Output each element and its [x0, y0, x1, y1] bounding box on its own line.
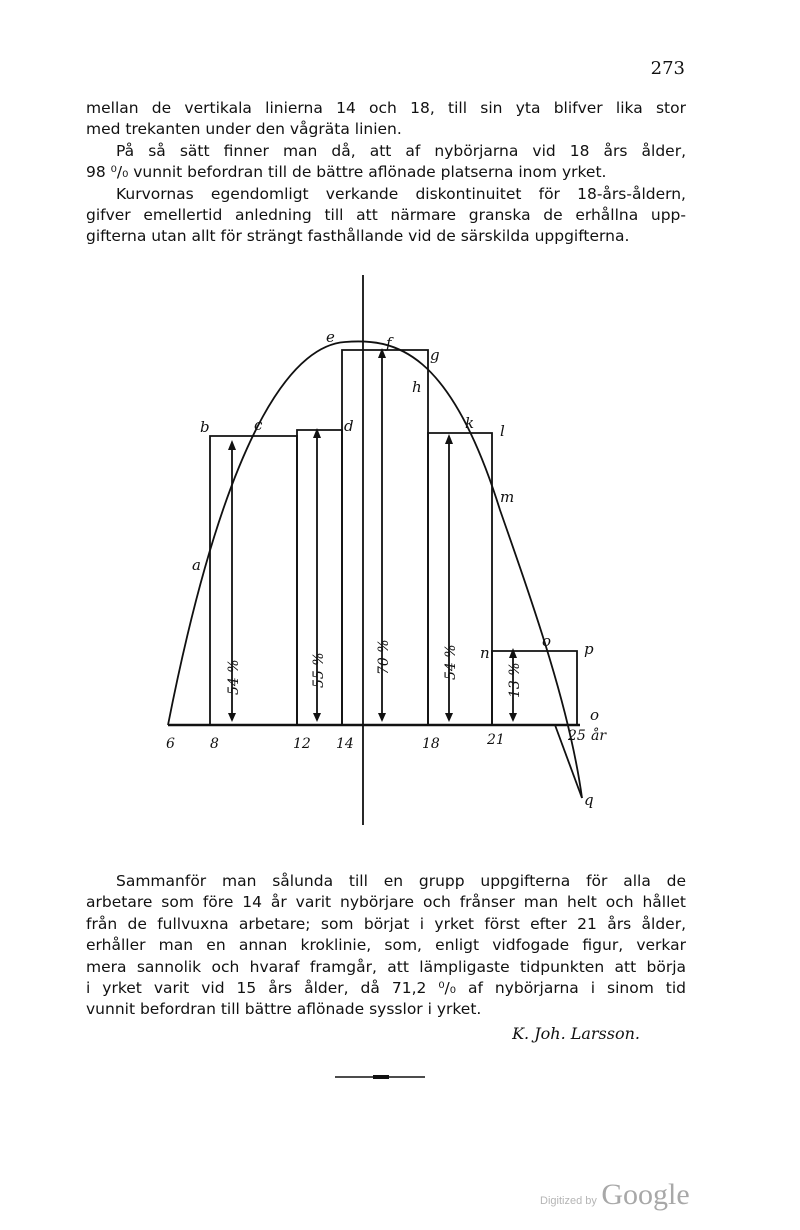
- text-line: i yrket varit vid 15 års ålder, då 71,2 ⁰/₀ af nybörjarna i sinom tid: [86, 979, 686, 998]
- paragraph-1: [86, 98, 686, 248]
- text-line: mera sannolik och hvaraf framgår, att lämpligaste tidpunkten att börja: [86, 957, 686, 976]
- author-signature: K. Joh. Larsson.: [512, 1024, 640, 1043]
- axis-tick-label: 14: [336, 736, 354, 752]
- point-label: p: [584, 640, 594, 658]
- text-line: mellan de vertikala linierna 14 och 18, till sin yta blifver lika stor: [86, 99, 686, 117]
- text-line: från de fullvuxna arbetare; som börjat i yrket först efter 21 års ålder,: [86, 914, 686, 933]
- text-line: med trekanten under den vågräta linien.: [86, 120, 402, 139]
- digitized-watermark: [540, 1178, 690, 1212]
- point-label: g: [430, 346, 440, 364]
- percent-label: 70 %: [376, 639, 392, 675]
- point-label: k: [465, 414, 475, 432]
- axis-tick-label: 12: [293, 736, 311, 752]
- text-line: Kurvornas egendomligt verkande diskontinuitet för 18-års-åldern,: [116, 184, 686, 203]
- axis-tick-label: 6: [166, 736, 175, 752]
- point-label: c: [254, 416, 263, 434]
- point-label: b: [200, 418, 210, 436]
- percent-label: 13 %: [507, 662, 523, 698]
- point-label: m: [500, 488, 515, 506]
- age-curve-figure: [150, 270, 630, 830]
- paragraph-2: [86, 871, 686, 1021]
- point-label: o: [590, 706, 600, 724]
- watermark-prefix: Digitized by: [540, 1195, 597, 1207]
- text-line: arbetare som före 14 år varit nybörjare och frånser man helt och hållet: [86, 893, 686, 912]
- point-label: l: [500, 422, 505, 440]
- text-line: erhåller man en annan kroklinie, som, enligt vidfogade figur, verkar: [86, 936, 686, 955]
- point-label: h: [412, 378, 422, 396]
- point-label: f: [386, 334, 392, 352]
- axis-tick-label: 21: [487, 732, 505, 748]
- point-label: n: [480, 644, 490, 662]
- axis-tick-label: 18: [422, 736, 440, 752]
- percent-label: 54 %: [443, 644, 459, 680]
- percent-label: 55 %: [311, 652, 327, 688]
- end-ornament-rule: [335, 1074, 425, 1080]
- google-logo: Google: [601, 1178, 690, 1211]
- fitted-curve: [168, 341, 582, 798]
- axis-tick-label: 8: [210, 736, 219, 752]
- text-line: gifterna utan allt för strängt fasthållande vid de särskilda uppgifterna.: [86, 227, 630, 246]
- text-line: Sammanför man sålunda till en grupp uppgifterna för alla de: [116, 872, 686, 890]
- bar-outline-8-12: [210, 436, 297, 725]
- point-label: q: [584, 791, 594, 809]
- point-label: o: [542, 632, 552, 650]
- text-line: 98 ⁰/₀ vunnit befordran till de bättre aflönade platserna inom yrket.: [86, 163, 607, 182]
- point-label: e: [326, 328, 335, 346]
- point-label: d: [344, 417, 354, 435]
- text-line: gifver emellertid anledning till att närmare granska de erhållna upp-: [86, 206, 686, 225]
- axis-tick-label: år: [591, 728, 607, 744]
- text-line: vunnit befordran till bättre aflönade sysslor i yrket.: [86, 1000, 482, 1019]
- bar-outline-18-21: [428, 433, 492, 725]
- point-label: a: [192, 556, 201, 574]
- page-number: 273: [650, 58, 685, 79]
- text-line: På så sätt finner man då, att af nybörjarna vid 18 års ålder,: [116, 141, 686, 160]
- axis-tick-label: 25: [568, 728, 586, 744]
- percent-label: 54 %: [226, 659, 242, 695]
